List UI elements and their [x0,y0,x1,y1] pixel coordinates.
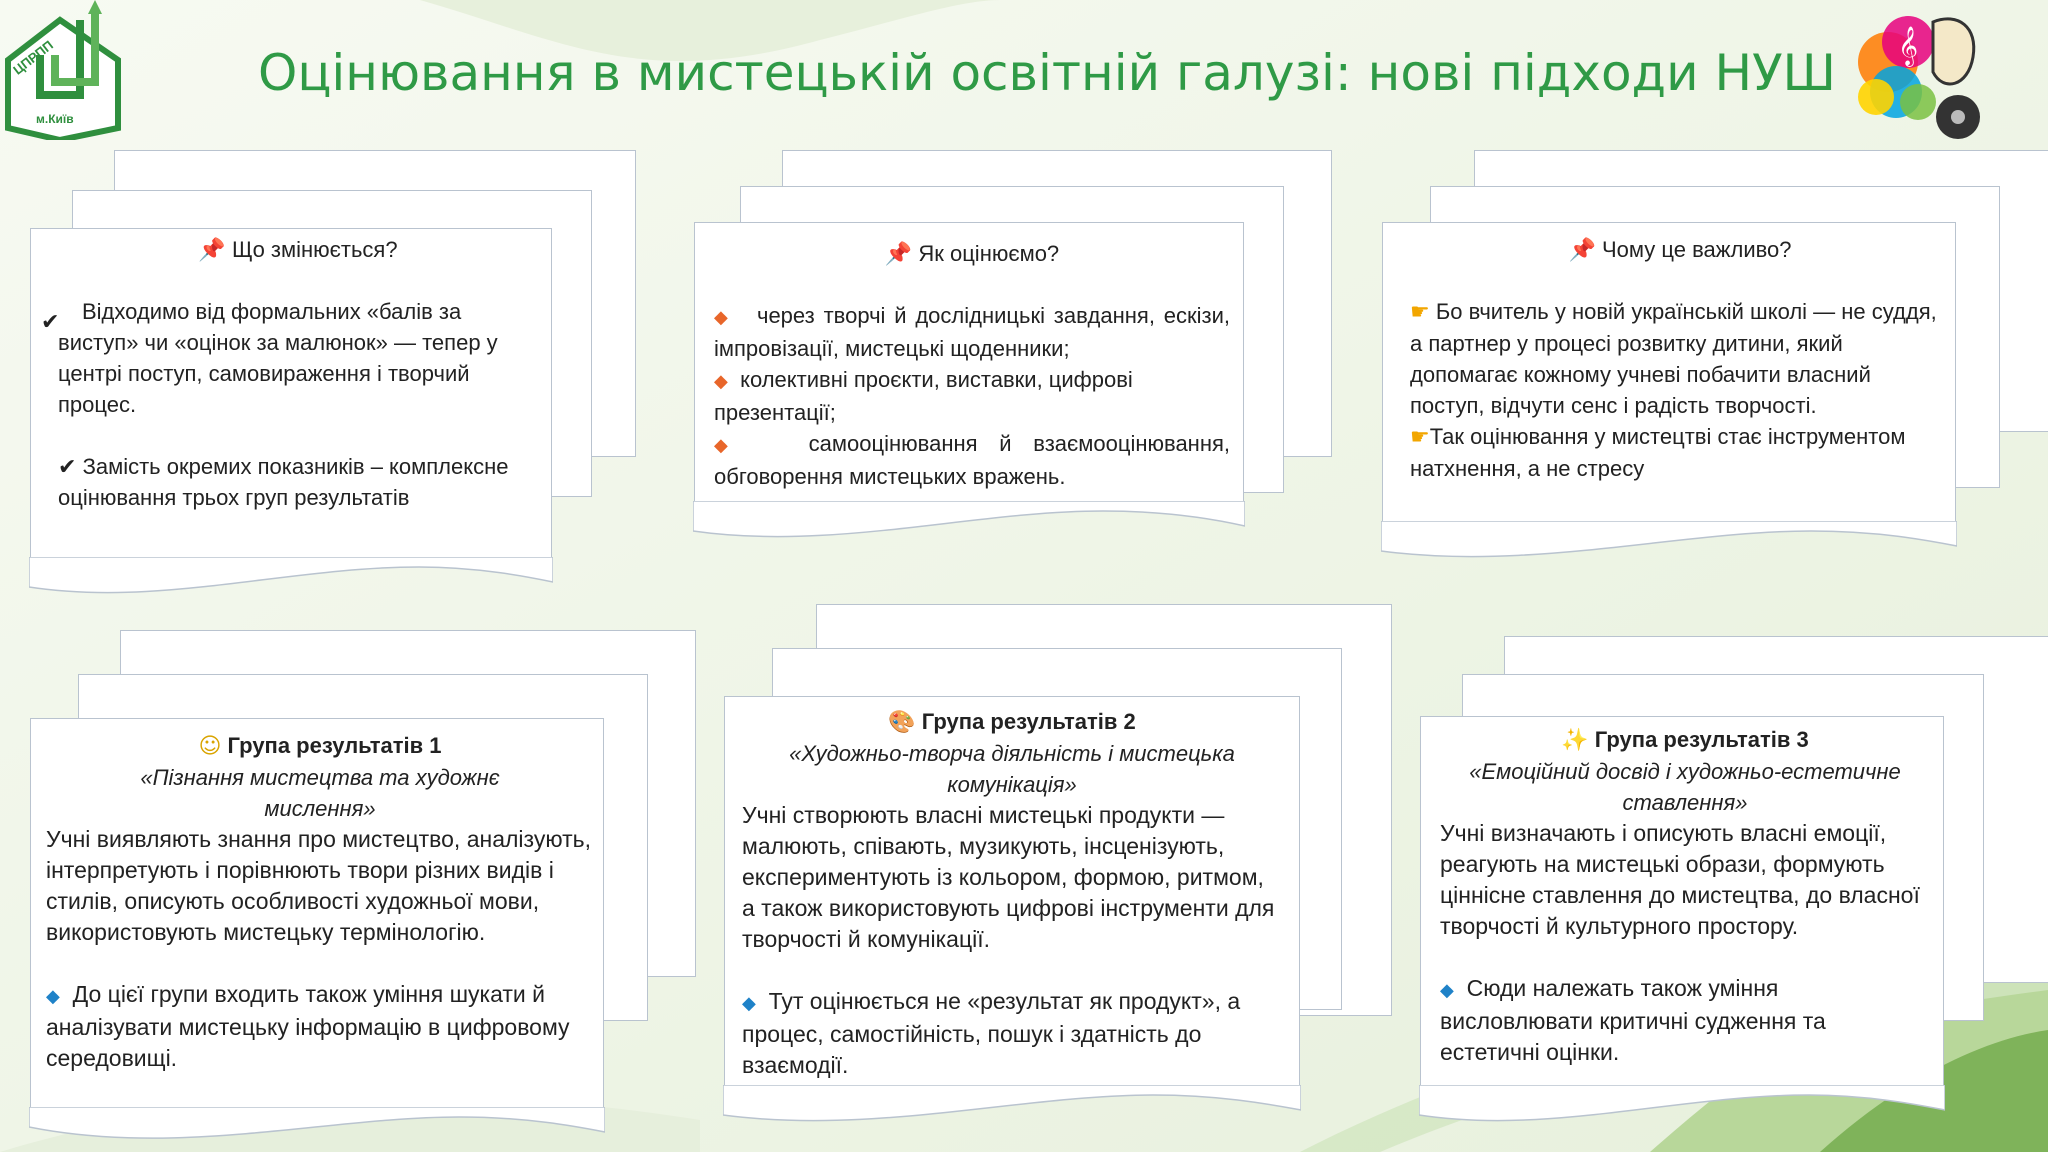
diamond-bullet-icon: ◆ [714,307,731,327]
card-what-paragraph-1: Відходимо від формальних «балів за виступ» чи «оцінок за малюнок» — тепер у центрі поступ, самовираження і творчий процес. [58,299,498,417]
card-how-item-2 [714,364,1230,428]
checkmark-icon: ✔ [58,454,77,479]
group-1-subtitle: «Пізнання мистецтва та художнє мислення» [140,765,500,821]
group-3-subtitle: «Емоційний досвід і художньо-естетичне ставлення» [1469,759,1901,815]
group-2-paragraph-2: Тут оцінюється не «результат як продукт», а процес, самостійність, пошук і здатність до взаємодії. [742,988,1241,1078]
card-what-heading-row [58,234,538,265]
card-why-heading-row [1410,234,1950,265]
checkmark-icon: ✔ [41,309,60,334]
card-how-item-3 [714,428,1230,492]
card-how-heading-row [714,238,1230,269]
artist-palette-icon: 🎨 [888,710,916,735]
card-group-3-content [1440,724,1930,1068]
arts-logo-icon [1848,2,2008,157]
pushpin-icon: 📌 [198,237,226,262]
card-what-paragraph-2-row [58,451,538,513]
diamond-bullet-icon: ◆ [1440,980,1454,1000]
group-1-paragraph-2: До цієї групи входить також уміння шукати й аналізувати мистецьку інформацію в цифровому середовищі. [46,981,570,1071]
card-what-heading: Що змінюється? [231,237,398,262]
diamond-bullet-icon: ◆ [742,993,756,1013]
group-2-heading: Група результатів 2 [921,709,1136,734]
pointing-hand-icon: ☛ [1410,425,1430,450]
group-2-paragraph-2-row [742,986,1282,1081]
group-3-heading: Група результатів 3 [1594,727,1809,752]
card-how-content [714,238,1230,492]
group-3-paragraph-1: Учні визначають і описують власні емоції, реагують на мистецькі образи, формують ціннісне ставлення до мистецтва, до власної творчості й культурного простору. [1440,820,1920,939]
card-what-paragraph-2: Замість окремих показників – комплексне оцінювання трьох груп результатів [58,454,509,510]
group-2-heading-row [742,706,1282,738]
dizzy-star-icon: ✨ [1561,728,1589,753]
card-how-item-1 [714,300,1230,364]
logo-bottom-text: м.Київ [36,112,74,126]
card-why-paragraph-1: Бо вчитель у новій українській школі — не суддя, а партнер у процесі розвитку дитини, який допомагає кожному учневі побачити власний поступ, відчути сенс і радість творчості. [1410,299,1937,418]
diamond-bullet-icon: ◆ [714,371,728,391]
card-what-content [41,234,538,513]
group-1-heading-row [46,730,594,762]
group-1-heading: Група результатів 1 [227,733,442,758]
card-why-content [1410,234,1950,484]
pushpin-icon: 📌 [1568,237,1596,262]
group-1-paragraph-1: Учні виявляють знання про мистецтво, аналізують, інтерпретують і порівнюють твори різних видів і стилів, описують особливості художньої мови, використовують мистецьку термінологію. [46,826,591,945]
group-3-heading-row [1440,724,1930,756]
pointing-hand-icon: ☛ [1410,300,1430,325]
diamond-bullet-icon: ◆ [714,435,744,455]
diamond-bullet-icon: ◆ [46,986,60,1006]
card-why-paragraph-1-row [1410,296,1950,421]
card-why-paragraph-2-row [1410,421,1950,484]
page-title: Оцінювання в мистецькій освітній галузі: нові підходи НУШ [258,44,1837,102]
group-2-paragraph-1: Учні створюють власні мистецькі продукти — малюють, співають, музикують, інсценізують, експериментують із кольором, формою, ритмом, а також використовують цифрові інструменти для творчості й комунікації. [742,802,1275,952]
group-3-paragraph-2: Сюди належать також уміння висловлювати критичні судження та естетичні оцінки. [1440,975,1826,1065]
card-how-item-1-text: через творчі й дослідницькі завдання, ескізи, імпровізації, мистецькі щоденники; [714,303,1230,361]
card-how-item-3-text: самооцінювання й взаємооцінювання, обговорення мистецьких вражень. [714,431,1231,489]
card-how-heading: Як оцінюємо? [918,241,1060,266]
cprpp-logo [0,0,130,145]
group-1-paragraph-2-row [46,979,594,1074]
group-3-paragraph-2-row [1440,973,1930,1068]
svg-text:𝄞: 𝄞 [1898,26,1919,66]
card-how-item-2-text: колективні проєкти, виставки, цифрові презентації; [714,367,1133,425]
theater-masks-icon: ☺ [198,734,222,759]
logo-top-text: ЦПРПП [10,37,56,78]
card-group-1-content [46,730,594,1074]
group-2-subtitle: «Художньо-творча діяльність і мистецька комунікація» [789,741,1235,797]
card-group-2-content [742,706,1282,1081]
pushpin-icon: 📌 [884,241,913,266]
card-why-paragraph-2: Так оцінювання у мистецтві стає інструментом натхнення, а не стресу [1410,424,1906,481]
card-why-heading: Чому це важливо? [1602,237,1792,262]
